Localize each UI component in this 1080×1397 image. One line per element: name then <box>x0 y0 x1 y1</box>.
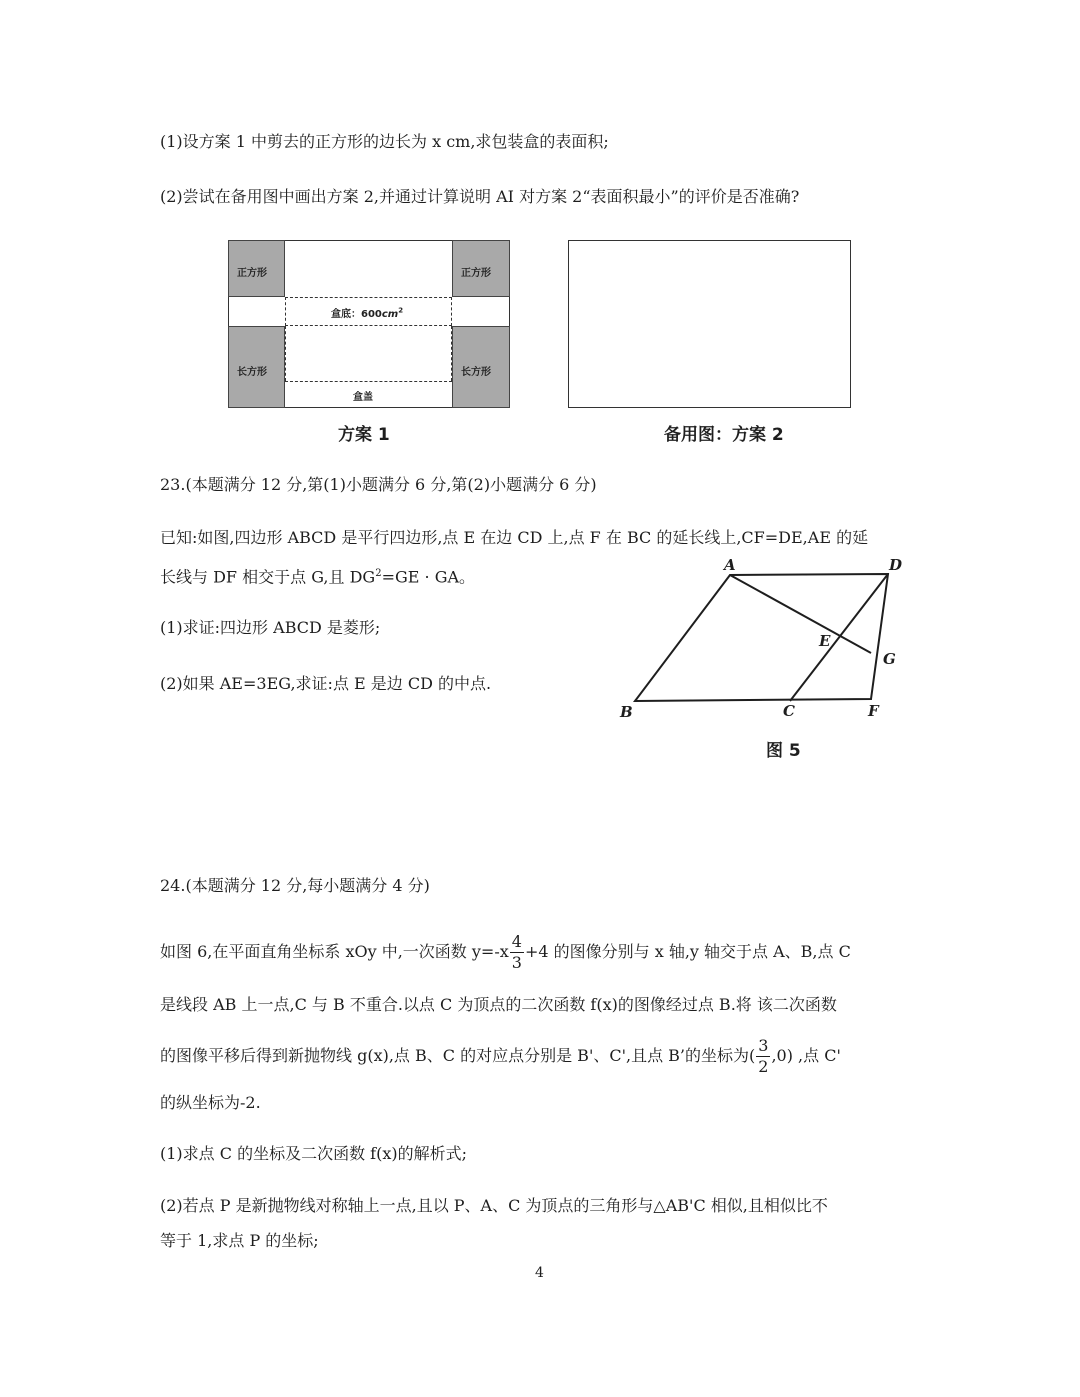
plan1-side <box>285 326 452 381</box>
label-C: C <box>783 702 795 720</box>
q22-sub1: (1)设方案 1 中剪去的正方形的边长为 x cm,求包装盒的表面积; <box>160 132 609 151</box>
page-number: 4 <box>535 1265 544 1281</box>
plan1-square-tl <box>228 240 285 297</box>
q23-line2: 长线与 DF 相交于点 G,且 $DG^2=GE$ · GA。 <box>160 567 476 587</box>
q23-sub1: (1)求证:四边形 ABCD 是菱形; <box>160 618 381 637</box>
plan1-square-tr-label: 正方形 <box>461 268 491 279</box>
plan1-rect-br-label: 长方形 <box>461 367 491 378</box>
plan1-base-label: 盒底：$600cm^2$ <box>331 306 404 320</box>
plan1-base <box>285 297 452 326</box>
fraction-4-3: $\frac{4}{3}$ <box>511 932 522 972</box>
label-B: B <box>620 703 633 721</box>
q24-line2: 是线段 AB 上一点,C 与 B 不重合.以点 C 为顶点的二次函数 f(x)的图像经过点 B.将 该二次函数 <box>160 995 837 1014</box>
plan1-lid-label: 盒盖 <box>353 392 373 403</box>
plan1-rect-br <box>452 326 510 408</box>
q24-sub1: (1)求点 C 的坐标及二次函数 f(x)的解析式; <box>160 1144 467 1163</box>
figure5-caption: 图 5 <box>766 741 801 761</box>
plan2-caption: 备用图：方案 2 <box>664 425 784 445</box>
plan1-square-tr <box>452 240 510 297</box>
q23-sub2: (2)如果 AE=3EG,求证:点 E 是边 CD 的中点. <box>160 674 492 693</box>
q23-header: 23.(本题满分 12 分,第(1)小题满分 6 分,第(2)小题满分 6 分) <box>160 475 597 494</box>
q24-line4: 的纵坐标为-2. <box>160 1093 261 1112</box>
q24-line1: 如图 6,在平面直角坐标系 xOy 中,一次函数 y=-x $\frac{4}{3}$ +4 的图像分别与 x 轴,y 轴交于点 A、B,点 C <box>160 932 851 972</box>
segment-AG <box>730 575 871 653</box>
figure5-diagram <box>600 550 930 770</box>
label-F: F <box>868 702 879 720</box>
q24-line3: 的图像平移后得到新抛物线 g(x),点 B、C 的对应点分别是 B'、C',且点 B’的坐标为( $\frac{3}{2}$ ,0) ,点 C' <box>160 1036 841 1076</box>
plan1-caption: 方案 1 <box>338 425 390 445</box>
fraction-3-2: $\frac{3}{2}$ <box>758 1036 769 1076</box>
q24-sub2-line2: 等于 1,求点 P 的坐标; <box>160 1231 319 1250</box>
plan1-lid <box>285 381 452 408</box>
plan1-rect-bl <box>228 326 285 408</box>
q24-header: 24.(本题满分 12 分,每小题满分 4 分) <box>160 876 430 895</box>
plan2-blank-sheet <box>568 240 851 408</box>
label-E: E <box>819 632 831 650</box>
q22-sub2: (2)尝试在备用图中画出方案 2,并通过计算说明 AI 对方案 2“表面积最小”的评价是否准确? <box>160 187 800 206</box>
label-A: A <box>724 556 736 574</box>
q24-sub2-line1: (2)若点 P 是新抛物线对称轴上一点,且以 P、A、C 为顶点的三角形与△AB'C 相似,且相似比不 <box>160 1196 828 1215</box>
plan1-rect-bl-label: 长方形 <box>237 367 267 378</box>
plan1-square-tl-label: 正方形 <box>237 268 267 279</box>
label-D: D <box>889 556 903 574</box>
q23-line1: 已知:如图,四边形 ABCD 是平行四边形,点 E 在边 CD 上,点 F 在 BC 的延长线上,CF=DE,AE 的延 <box>160 528 869 547</box>
label-G: G <box>883 650 896 668</box>
